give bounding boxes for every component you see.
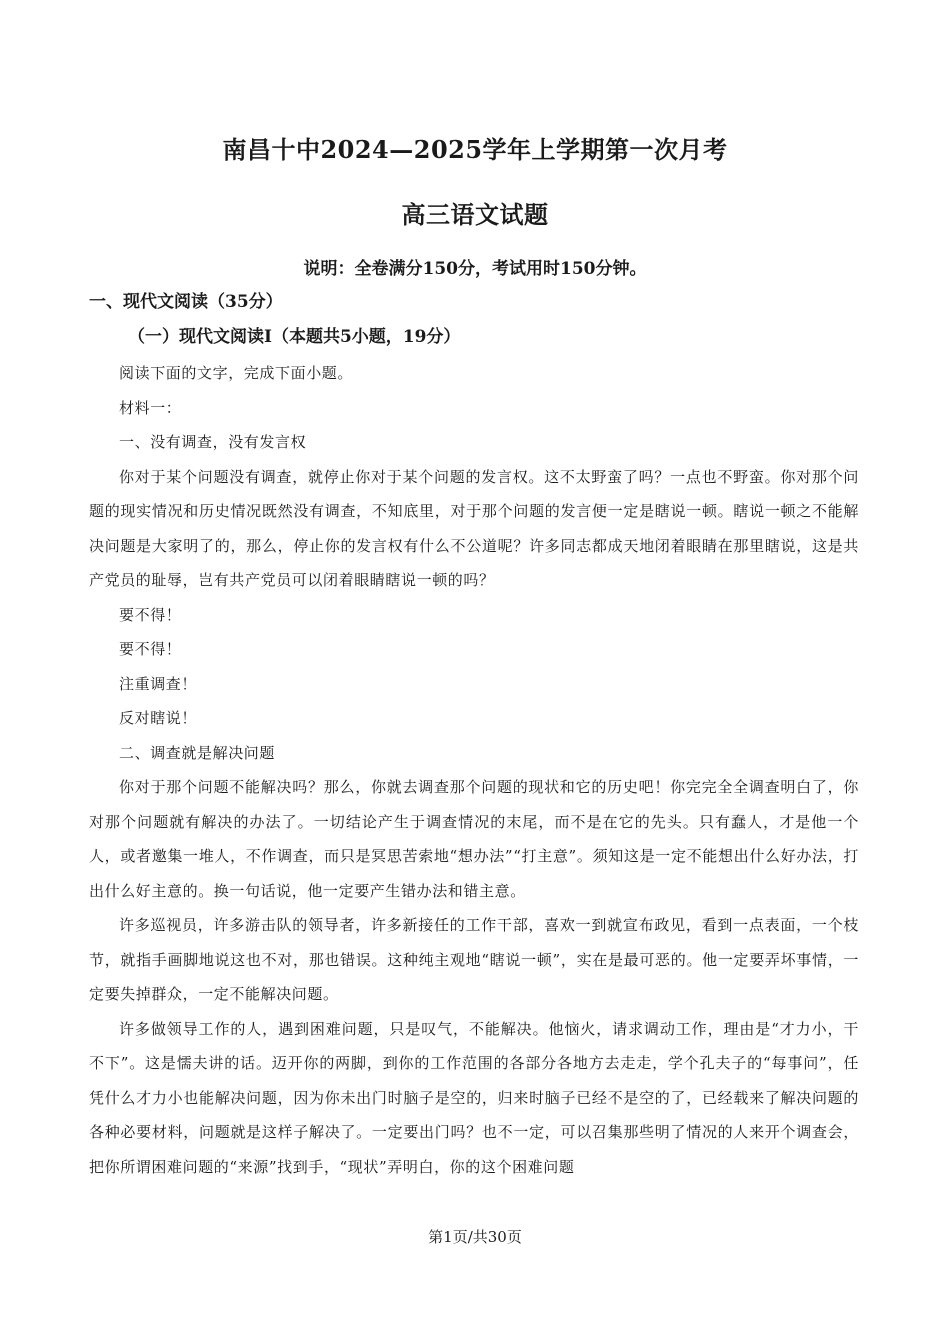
exam-instructions: 说明：全卷满分150分，考试用时150分钟。 bbox=[303, 259, 647, 279]
passage-paragraph: 阅读下面的文字，完成下面小题。 bbox=[119, 364, 354, 382]
passage-paragraph: 许多做领导工作的人，遇到困难问题，只是叹气，不能解决。他恼火，请求调动工作，理由是“才力小，干不下”。这是懦夫讲的话。迈开你的两脚，到你的工作范围的各部分各地方去走走，学个孔夫子的“每事问”，任凭什么才力小也能解决问题，因为你未出门时脑子是空的，归来时脑子已经不是空的了，已经载来了解决问题的各种必要材料，问题就是这样子解决了。一定要出门吗？也不一定，可以召集那些明了情况的人来开个调查会，把你所谓困难问题的“来源”找到手，“现状”弄明白，你的这个困难问题 bbox=[89, 1019, 859, 1176]
passage-paragraph: 许多巡视员，许多游击队的领导者，许多新接任的工作干部，喜欢一到就宣布政见，看到一点表面，一个枝节，就指手画脚地说这也不对，那也错误。这种纯主观地“瞎说一顿”，实在是最可恶的。他一定要弄坏事情，一定要失掉群众，一定不能解决问题。 bbox=[89, 916, 859, 1003]
passage-paragraph: 一、没有调查，没有发言权 bbox=[119, 433, 307, 451]
section-heading: 一、现代文阅读（35分） bbox=[89, 292, 283, 312]
page-footer: 第1页/共30页 bbox=[428, 1228, 522, 1246]
subsection-heading: （一）现代文阅读I（本题共5小题，19分） bbox=[128, 327, 461, 347]
exam-subtitle: 高三语文试题 bbox=[401, 200, 549, 229]
passage-paragraph: 材料一： bbox=[119, 398, 182, 417]
reading-passage bbox=[89, 356, 859, 1184]
passage-paragraph: 要不得！ bbox=[119, 605, 182, 624]
exam-title: 南昌十中2024—2025学年上学期第一次月考 bbox=[222, 135, 728, 164]
passage-paragraph: 你对于那个问题不能解决吗？那么，你就去调查那个问题的现状和它的历史吧！你完完全全调查明白了，你对那个问题就有解决的办法了。一切结论产生于调查情况的末尾，而不是在它的先头。只有蠢人，才是他一个人，或者邀集一堆人，不作调查，而只是冥思苦索地“想办法”“打主意”。须知这是一定不能想出什么好办法，打出什么好主意的。换一句话说，他一定要产生错办法和错主意。 bbox=[89, 778, 859, 900]
passage-paragraph: 反对瞎说！ bbox=[119, 709, 198, 727]
passage-paragraph: 你对于某个问题没有调查，就停止你对于某个问题的发言权。这不太野蛮了吗？一点也不野蛮。你对那个问题的现实情况和历史情况既然没有调查，不知底里，对于那个问题的发言便一定是瞎说一顿。瞎说一顿之不能解决问题是大家明了的，那么，停止你的发言权有什么不公道呢？许多同志都成天地闭着眼睛在那里瞎说，这是共产党员的耻辱，岂有共产党员可以闭着眼睛瞎说一顿的吗？ bbox=[89, 467, 859, 589]
passage-paragraph: 二、调查就是解决问题 bbox=[119, 743, 276, 762]
passage-paragraph: 注重调查！ bbox=[119, 674, 198, 693]
passage-paragraph: 要不得！ bbox=[119, 640, 182, 658]
